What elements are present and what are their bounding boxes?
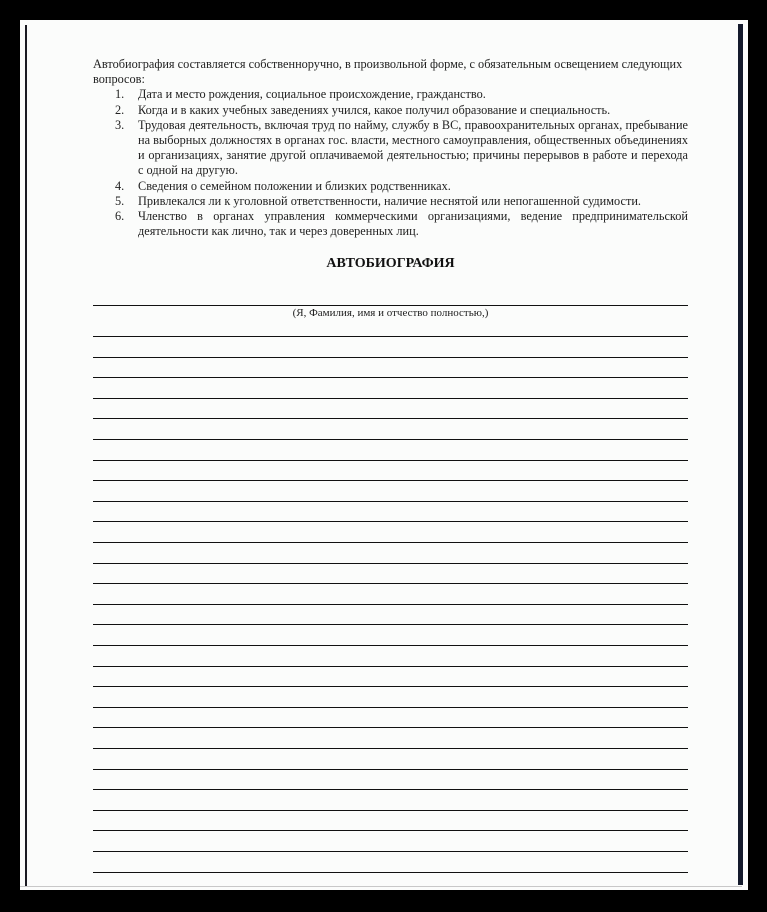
- writing-line[interactable]: [93, 460, 688, 461]
- item-number: 1.: [115, 87, 125, 102]
- writing-line[interactable]: [93, 707, 688, 708]
- name-caption: (Я, Фамилия, имя и отчество полностью,): [292, 307, 489, 319]
- left-border-line: [25, 25, 27, 887]
- writing-line[interactable]: [93, 521, 688, 522]
- list-item: [93, 209, 688, 239]
- document-page: [20, 20, 748, 890]
- writing-line[interactable]: [93, 666, 688, 667]
- writing-line[interactable]: [93, 604, 688, 605]
- item-number: 5.: [115, 193, 125, 208]
- writing-line[interactable]: [93, 830, 688, 831]
- writing-line[interactable]: [93, 398, 688, 399]
- writing-line[interactable]: [93, 563, 688, 564]
- list-item: [93, 118, 688, 179]
- right-border-bar: [738, 24, 743, 885]
- list-item: [93, 179, 688, 194]
- questions-list: [93, 87, 688, 239]
- writing-line[interactable]: [93, 418, 688, 419]
- item-text: Сведения о семейном положении и близких родственниках.: [138, 178, 451, 193]
- writing-line[interactable]: [93, 769, 688, 770]
- writing-line[interactable]: [93, 810, 688, 811]
- bottom-border-line: [20, 886, 742, 887]
- writing-line[interactable]: [93, 789, 688, 790]
- writing-line[interactable]: [93, 357, 688, 358]
- writing-line[interactable]: [93, 336, 688, 337]
- list-item: [93, 194, 688, 209]
- writing-line[interactable]: [93, 542, 688, 543]
- list-item: [93, 103, 688, 118]
- writing-line[interactable]: [93, 624, 688, 625]
- instructions: [93, 57, 688, 239]
- writing-line[interactable]: [93, 727, 688, 728]
- writing-line[interactable]: [93, 686, 688, 687]
- item-text: Привлекался ли к уголовной ответственности, наличие неснятой или непогашенной судимости.: [138, 193, 641, 208]
- item-text: Дата и место рождения, социальное происхождение, гражданство.: [138, 87, 486, 102]
- intro-text: Автобиография составляется собственноручно, в произвольной форме, с обязательным освещением следующих вопросов:: [93, 57, 683, 87]
- writing-line[interactable]: [93, 851, 688, 852]
- list-item: [93, 87, 688, 102]
- item-number: 4.: [115, 178, 125, 193]
- item-number: 2.: [115, 102, 125, 117]
- item-text: Членство в органах управления коммерческими организациями, ведение предпринимательской деятельности как лично, так и через доверенных лиц.: [138, 209, 688, 239]
- item-number: 6.: [115, 209, 125, 224]
- writing-line[interactable]: [93, 501, 688, 502]
- writing-line[interactable]: [93, 480, 688, 481]
- document-title: АВТОБИОГРАФИЯ: [326, 256, 455, 271]
- item-number: 3.: [115, 117, 125, 132]
- writing-line[interactable]: [93, 645, 688, 646]
- writing-line[interactable]: [93, 872, 688, 873]
- writing-line[interactable]: [93, 583, 688, 584]
- writing-line[interactable]: [93, 377, 688, 378]
- writing-line[interactable]: [93, 439, 688, 440]
- writing-line[interactable]: [93, 748, 688, 749]
- item-text: Когда и в каких учебных заведениях учился, какое получил образование и специальность.: [138, 102, 611, 117]
- item-text: Трудовая деятельность, включая труд по найму, службу в ВС, правоохранительных органах, пребывание на выборных должностях в органах гос. власти, местного самоуправления, общественных объединениях и организациях, занятие другой оплачиваемой деятельностью; причины перерывов в работе и перехода с одной на другую.: [138, 117, 688, 178]
- name-line[interactable]: [93, 305, 688, 306]
